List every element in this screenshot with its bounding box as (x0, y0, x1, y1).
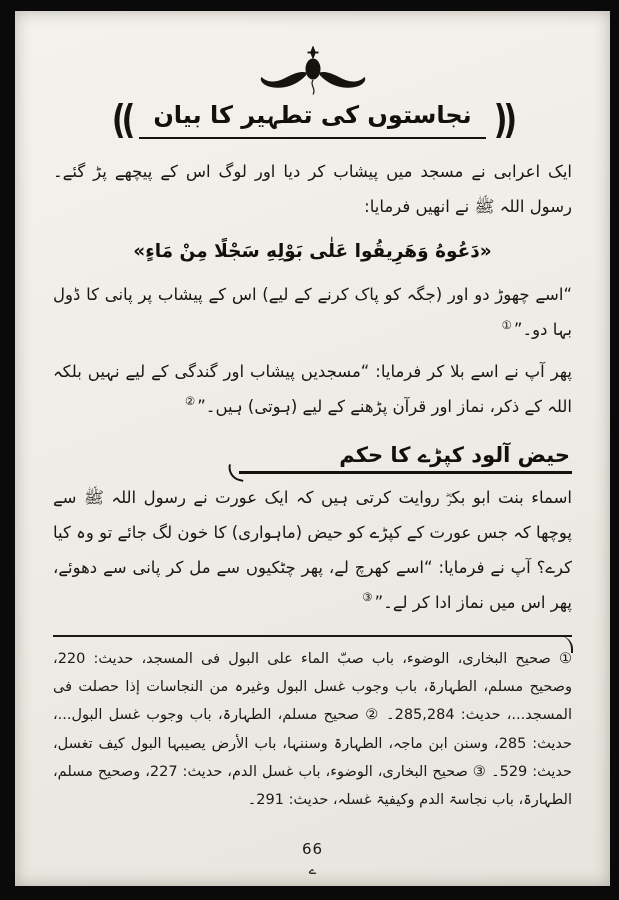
hadith-intro-text: ایک اعرابی نے مسجد میں پیشاب کر دیا اور لوگ اس کے پیچھے پڑ گئے۔ رسول اللہ ﷺ نے انھیں فرمایا: (53, 162, 572, 216)
catchword-mark: ے (308, 863, 317, 878)
footnote-1: ① صحیح البخاری، الوضوء، باب صبّ الماء علی البول فی المسجد، حدیث: 220، وصحیح مسلم، الطہارۃ، باب وجوب غسل البول وغیرہ من النجاسات إذا حصلت فی المسجد...، حدیث: 285,284۔ (53, 650, 572, 724)
section-heading-row (53, 440, 572, 474)
section-heading-hayz-clothes: حیض آلود کپڑے کا حکم (229, 443, 572, 474)
footnotes-block (53, 645, 572, 815)
chapter-title: نجاستوں کی تطہیر کا بیان (139, 101, 485, 139)
page-surface (15, 11, 610, 886)
followup-hadith-paragraph (53, 355, 572, 425)
floral-finial-icon (257, 45, 369, 97)
footnote-separator-rule (53, 635, 572, 637)
hadith-translation-paragraph (53, 278, 572, 348)
footnote-marker-1: ① (501, 317, 512, 332)
asma-narration-paragraph (53, 481, 572, 621)
page-content (15, 11, 610, 886)
asma-narration-text: اسماء بنت ابو بکرؓ روایت کرتی ہیں کہ ایک عورت نے رسول اللہ ﷺ سے پوچھا کہ جس عورت کے کپڑے کو حیض (ماہواری) کا خون لگ جائے تو وہ کیا کرے؟ آپ نے فرمایا: “اسے کھرچ لے، پھر چٹکیوں سے مل کر پانی سے دھوئے، پھر اس میں نماز ادا کر لے۔” (53, 487, 572, 612)
footnote-3: ③ صحیح البخاری، الوضوء، باب غسل الدم، حدیث: 227، وصحیح مسلم، الطہارۃ، باب نجاسۃ الدم وکیفیۃ غسلہ، حدیث: 291۔ (53, 763, 572, 809)
hadith-translation-text: “اسے چھوڑ دو اور (جگہ کو پاک کرنے کے لیے) اس کے پیشاب پر پانی کا ڈول بہا دو۔” (53, 285, 572, 340)
cartouche-close-bracket: )) (493, 97, 514, 143)
footnote-2: ② صحیح مسلم، الطہارۃ، باب وجوب غسل البول...، حدیث: 285، وسنن ابن ماجہ، الطہارۃ وسننہا، باب الأرض یصیبہا البول کیف تغسل، حدیث: 529۔ (53, 707, 573, 780)
cartouche-open-bracket: (( (111, 97, 132, 143)
chapter-title-cartouche (53, 97, 572, 143)
page-number: 66 (301, 840, 324, 858)
footnote-marker-2: ② (184, 394, 196, 409)
footnote-marker-3: ③ (362, 590, 373, 605)
arabic-hadith-quote (53, 234, 572, 269)
followup-hadith-text: پھر آپ نے اسے بلا کر فرمایا: “مسجدیں پیشاب اور گندگی کے لیے نہیں بلکہ اللہ کے ذکر، نماز اور قرآن پڑھنے کے لیے (ہوتی) ہیں۔” (53, 362, 572, 416)
arabic-hadith-text: «دَعُوهُ وَهَرِيقُوا عَلٰى بَوْلِهِ سَجْلًا مِنْ مَاءٍ» (133, 240, 492, 262)
hadith-intro-paragraph (53, 155, 572, 225)
